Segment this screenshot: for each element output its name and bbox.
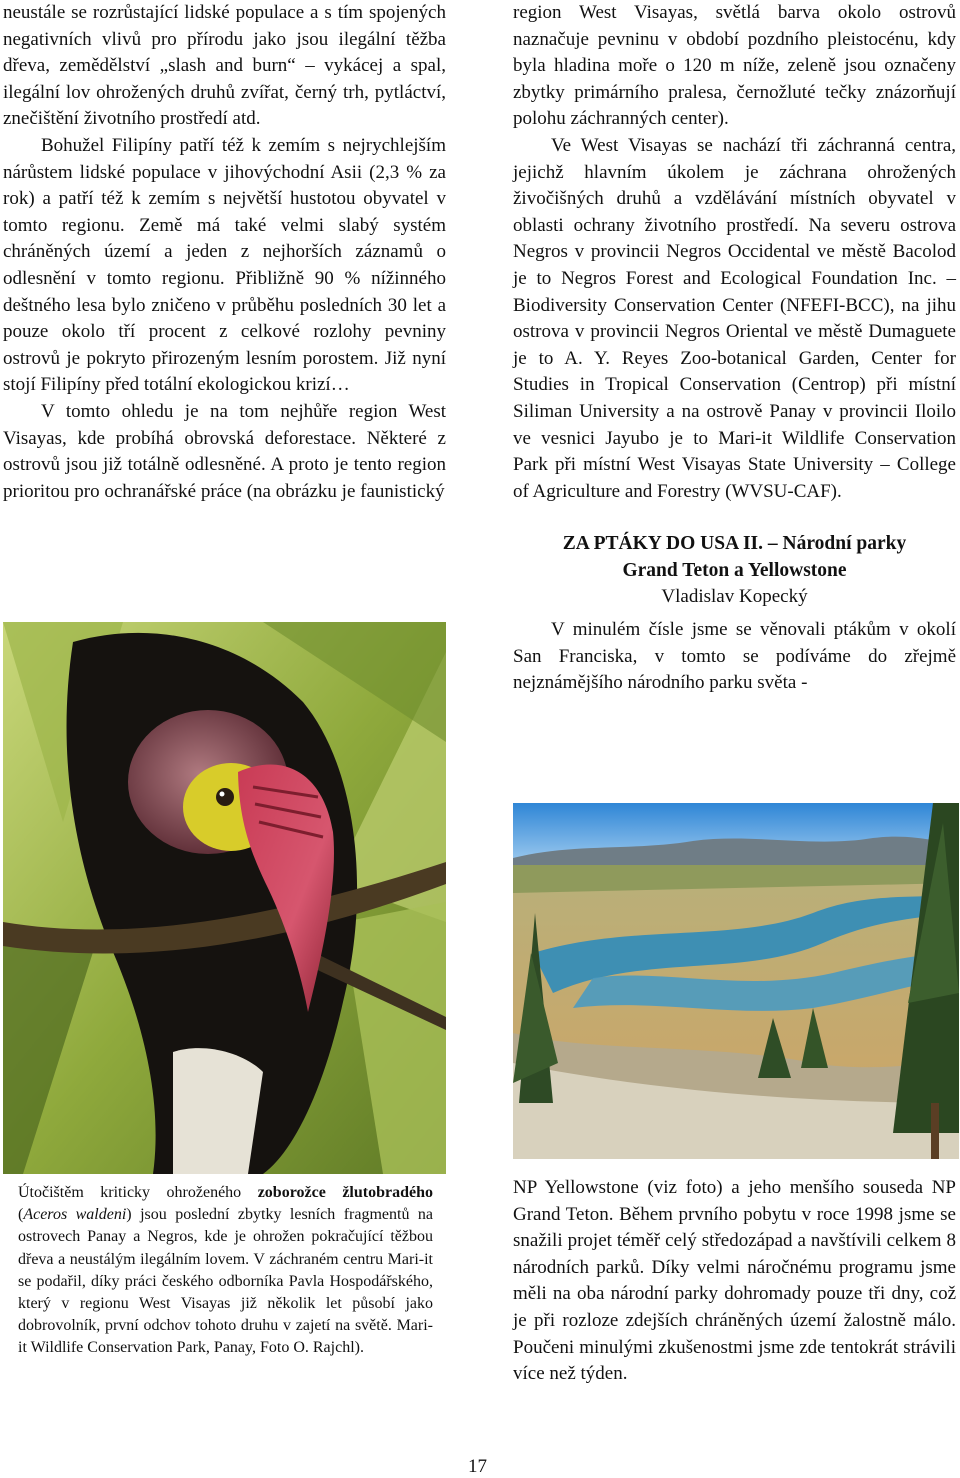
caption-text: ( xyxy=(18,1206,24,1224)
paragraph: V tomto ohledu je na tom nejhůře region West Visayas, kde probíhá obrovská deforestace. Některé z ostrovů jsou již totálně odlesněné. A proto je tento region prioritou pro ochranářské práce (na obrázku je faunistický xyxy=(3,400,446,502)
yellowstone-photo xyxy=(513,803,959,1159)
caption-text: Útočištěm kriticky ohroženého xyxy=(18,1184,258,1201)
paragraph: neustále se rozrůstající lidské populace a s tím spojených negativních vlivů pro přírodu jako jsou ilegální těžba dřeva, zemědělství „slash and burn“ – vykácej a spal, ilegální lov ohrožených druhů zvířat, černý trh, pytláctví, znečištění životního prostředí atd. xyxy=(3,2,446,130)
paragraph: region West Visayas, světlá barva okolo ostrovů naznačuje pevninu v období pozdního pleistocénu, kdy byla hladina moře o 120 m níže, zeleně jsou označeny zbytky primárního pralesa, černožluté tečky znázorňují polohu záchranných center). xyxy=(513,2,956,130)
page-number: 17 xyxy=(468,1456,487,1477)
photo-caption xyxy=(18,1182,433,1360)
paragraph: NP Yellowstone (viz foto) a jeho menšího souseda NP Grand Teton. Během prvního pobytu v roce 1998 jsme se snažili projet téměř celý středozápad a navštívili celkem 8 národních parků. Díky velmi náročnému programu jsme měli na oba národní parky dohromady pouze tři dny, což je při rozloze zdejších chráněných území žalostně málo. Poučeni minulými zkušenostmi jsme zde tentokrát strávili více než týden. xyxy=(513,1177,956,1385)
bird-name: zoborožce žlutobradého xyxy=(257,1184,433,1201)
article-heading: ZA PTÁKY DO USA II. – Národní parky xyxy=(562,533,907,555)
right-column-continued xyxy=(513,1175,956,1388)
latin-name: Aceros waldeni xyxy=(23,1206,127,1224)
paragraph: V minulém čísle jsme se věnovali ptákům v okolí San Franciska, v tomto se podíváme do zřejmě nejznámějšího národního parku světa - xyxy=(513,619,956,694)
article-heading: Grand Teton a Yellowstone xyxy=(622,559,847,581)
paragraph: Ve West Visayas se nachází tři záchranná centra, jejichž hlavním úkolem je záchrana ohrožených živočišných druhů a vzdělávání místních obyvatel v oblasti ochrany životního prostředí. Na severu ostrova Negros v provincii Negros Occidental ve městě Bacolod je to Negros Forest and Ecological Foundation Inc. – Biodiversity Conservation Center (NFEFI-BCC), na jihu ostrova v provincii Negros Oriental ve městě Dumaguete je to A. Y. Reyes Zoo-botanical Garden, Center for Studies in Tropical Conservation (Centrop) při místní Siliman University a na ostrově Panay v provincii Iloilo ve vesnici Jayubo je to Mari-it Wildlife Conservation Park při místní West Visayas State University – College of Agriculture and Forestry (WVSU-CAF). xyxy=(513,134,956,502)
right-column xyxy=(513,0,956,697)
hornbill-photo xyxy=(3,622,446,1174)
left-column xyxy=(3,0,446,505)
paragraph: Bohužel Filipíny patří též k zemím s nejrychlejším nárůstem lidské populace v jihovýchodní Asii (2,3 % za rok) a patří též k zemím s největší hustotou obyvatel v tomto regionu. Země má také velmi slabý systém chráněných území a jeden z nejhorších záznamů o odlesnění v tomto regionu. Přibližně 90 % nížinného deštného lesa bylo zničeno v průběhu posledních 30 let a pouze okolo tří procent z celkové rozlohy pevniny ostrovů je pokryto přirozeným lesním porostem. Již nyní stojí Filipíny před totální ekologickou krizí… xyxy=(3,134,446,396)
article-author: Vladislav Kopecký xyxy=(661,586,808,608)
caption-text: ) jsou poslední zbytky lesních fragmentů na ostrovech Panay a Negros, kde je ohrožen pokračující těžbou dřeva a neustálým ilegálním lovem. V záchraném centru Mari-it se podařil, díky práci českého odborníka Pavla Hospodářského, který v regionu West Visayas již několik let působí jako dobrovolník, první odchov tohoto druhu v zajetí na světě. Mari-it Wildlife Conservation Park, Panay, Foto O. Rajchl). xyxy=(18,1206,434,1357)
